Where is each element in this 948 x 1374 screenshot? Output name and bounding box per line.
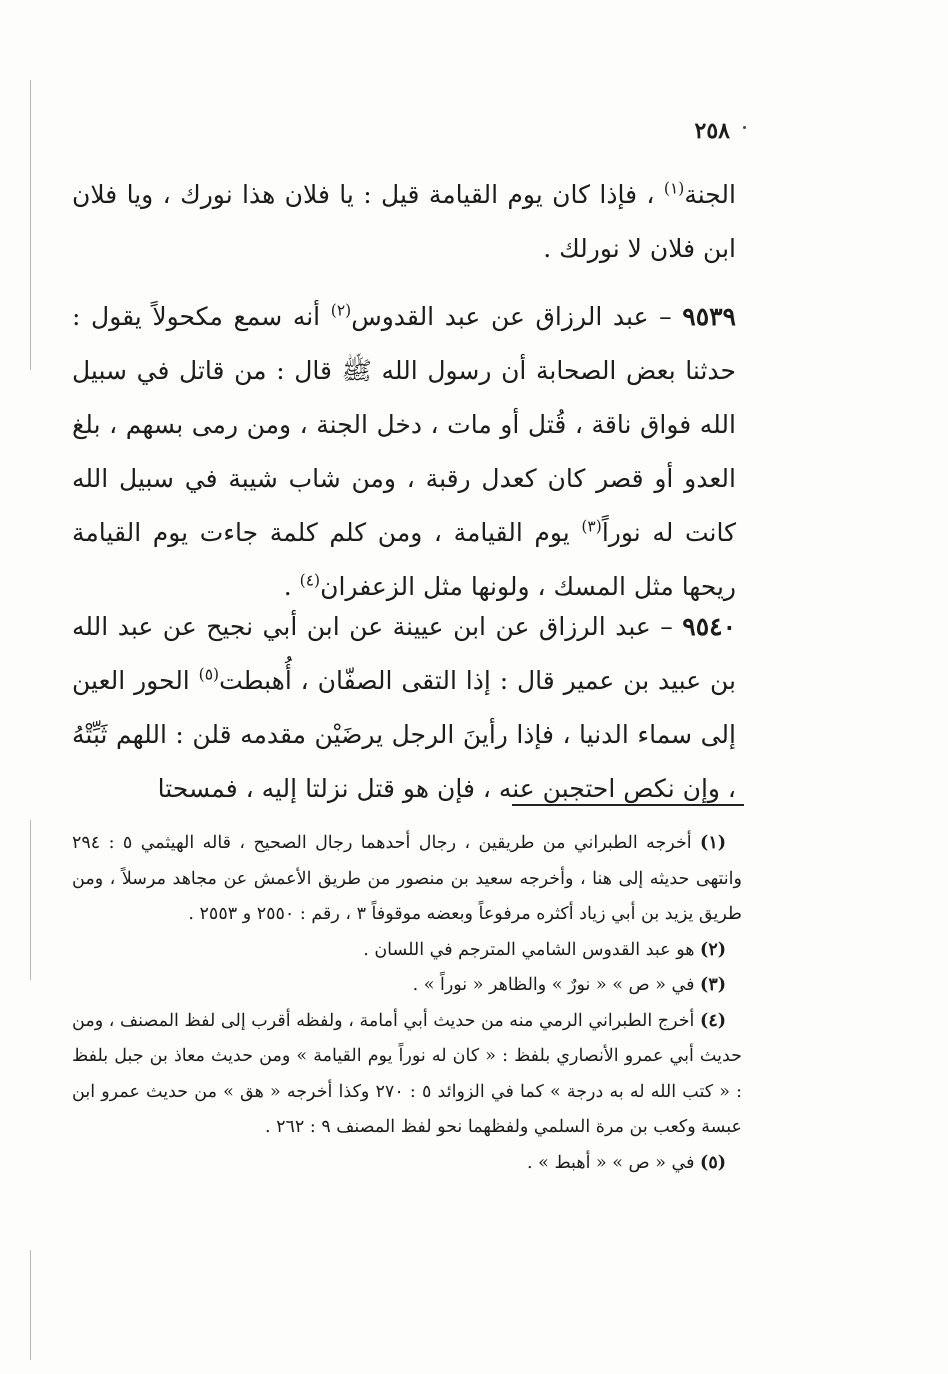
footnote-number: (٣) — [700, 975, 726, 995]
text-run: يوم القيامة ، ومن كلم كلمة جاءت يوم القيامة ريحها مثل المسك ، ولونها مثل الزعفران — [72, 518, 736, 601]
footnote-ref: (٣) — [581, 517, 602, 536]
text-run: . — [283, 572, 300, 601]
hadith-9539 — [72, 290, 736, 614]
text-run: الجنة — [684, 180, 736, 209]
footnotes — [72, 826, 742, 1181]
footnote-divider — [512, 804, 744, 806]
footnote-text: في « ص » « أهبط » . — [527, 1152, 701, 1173]
hadith-9540 — [72, 600, 736, 816]
footnote-ref: (٢) — [330, 301, 352, 320]
text-run: الحور العين إلى سماء الدنيا ، فإذا رأينَ الرجل يرضَيْن مقدمه قلن : اللهم ثَبِّتْهُ ، وإن نكص احتجبن عنه ، فإن هو قتل نزلتا إليه ، فمسحتا — [72, 666, 736, 803]
footnote-2 — [72, 933, 742, 969]
scan-edge-line — [30, 820, 31, 980]
footnote-text: في « ص » « نورٌ » والظاهر « نوراً » . — [412, 975, 701, 995]
footnote-ref: (١) — [663, 179, 685, 198]
footnote-number: (٢) — [700, 939, 726, 960]
footnote-number: (٥) — [700, 1152, 726, 1173]
text-run: – عبد الرزاق عن عبد القدوس — [351, 302, 683, 331]
scan-edge-line — [30, 1250, 31, 1360]
footnote-number: (١) — [700, 833, 726, 853]
footnote-text: هو عبد القدوس الشامي المترجم في اللسان . — [363, 939, 701, 960]
footnote-4 — [72, 1004, 742, 1146]
footnote-3 — [72, 968, 742, 1004]
text-run: أنه سمع مكحولاً يقول : حدثنا بعض الصحابة أن رسول الله ﷺ قال : من قاتل في سبيل الله فواق ناقة ، قُتل أو مات ، دخل الجنة ، ومن رمى بسهم ، بلغ العدو أو قصر كان كعدل رقبة ، ومن شاب شيبة في سبيل الله كانت له نوراً — [72, 302, 736, 547]
hadith-number: ٩٥٣٩ — [682, 302, 736, 331]
footnote-5 — [72, 1146, 742, 1182]
footnote-ref: (٤) — [299, 571, 321, 590]
footnote-number: (٤) — [700, 1010, 726, 1031]
page-number-dot — [743, 126, 746, 129]
hadith-number: ٩٥٤٠ — [682, 612, 736, 641]
footnote-ref: (٥) — [198, 665, 220, 684]
text-run: – عبد الرزاق عن ابن عيينة عن ابن أبي نجيح عن عبد الله بن عبيد بن عمير قال : إذا التقى الصفّان ، أُهبطت — [72, 612, 736, 695]
text-run: ، فإذا كان يوم القيامة قيل : يا فلان هذا نورك ، ويا فلان ابن فلان لا نورلك . — [72, 180, 736, 263]
footnote-text: أخرج الطبراني الرمي منه من حديث أبي أمامة ، ولفظه أقرب إلى لفظ المصنف ، ومن حديث أبي عمرو الأنصاري بلفظ : « كان له نوراً يوم القيامة » ومن حديث معاذ بن جبل بلفظ : « كتب الله له به درجة » كما في الزوائد ٥ : ٢٧٠ وكذا أخرجه « هق » من حديث عمرو ابن عبسة وكعب بن مرة السلمي ولفظهما نحو لفظ المصنف ٩ : ٢٦٢ . — [72, 1010, 742, 1137]
scan-edge-line — [30, 80, 31, 370]
footnote-text: أخرجه الطبراني من طريقين ، رجال أحدهما رجال الصحيح ، قاله الهيثمي ٥ : ٢٩٤ وانتهى حديثه إلى هنا ، وأخرجه سعيد بن منصور من طريق الأعمش عن مجاهد مرسلاً ، ومن طريق يزيد بن أبي زياد أكثره مرفوعاً وبعضه موقوفاً ٣ ، رقم : ٢٥٥٠ و ٢٥٥٣ . — [72, 833, 742, 924]
paragraph-continuation — [72, 168, 736, 276]
footnote-1 — [72, 826, 742, 933]
page-number: ٢٥٨ — [694, 118, 730, 144]
